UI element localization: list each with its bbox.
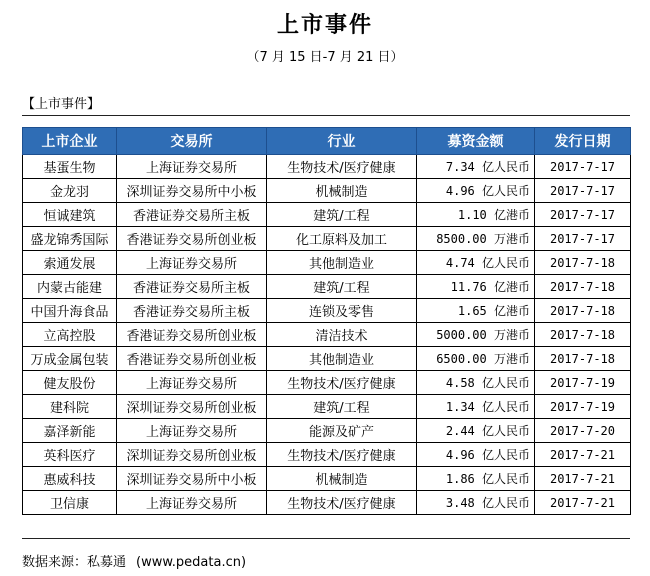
cell-date: 2017-7-18 — [535, 323, 631, 347]
cell-company: 基蛋生物 — [23, 155, 117, 179]
table-header-row — [23, 128, 631, 155]
column-header-amount: 募资金额 — [417, 128, 535, 155]
cell-company: 盛龙锦秀国际 — [23, 227, 117, 251]
cell-date: 2017-7-21 — [535, 443, 631, 467]
cell-industry: 生物技术/医疗健康 — [267, 155, 417, 179]
data-source-label: 数据来源：私募通 — [22, 555, 127, 570]
cell-company: 万成金属包装 — [23, 347, 117, 371]
cell-company: 惠威科技 — [23, 467, 117, 491]
cell-amount: 1.86 亿人民币 — [417, 467, 535, 491]
cell-exchange: 上海证券交易所 — [117, 251, 267, 275]
column-header-exchange: 交易所 — [117, 128, 267, 155]
cell-company: 英科医疗 — [23, 443, 117, 467]
cell-date: 2017-7-21 — [535, 491, 631, 515]
cell-date: 2017-7-20 — [535, 419, 631, 443]
cell-industry: 连锁及零售 — [267, 299, 417, 323]
cell-exchange: 香港证券交易所创业板 — [117, 323, 267, 347]
cell-industry: 其他制造业 — [267, 251, 417, 275]
data-source-footer — [22, 551, 246, 570]
cell-exchange: 深圳证券交易所中小板 — [117, 467, 267, 491]
page-title: 上市事件 — [276, 13, 373, 38]
cell-amount: 1.34 亿人民币 — [417, 395, 535, 419]
cell-industry: 生物技术/医疗健康 — [267, 491, 417, 515]
cell-amount: 11.76 亿港币 — [417, 275, 535, 299]
table-row — [23, 155, 631, 179]
cell-amount: 2.44 亿人民币 — [417, 419, 535, 443]
table-row — [23, 275, 631, 299]
cell-date: 2017-7-18 — [535, 251, 631, 275]
cell-amount: 1.65 亿港币 — [417, 299, 535, 323]
cell-amount: 4.74 亿人民币 — [417, 251, 535, 275]
bottom-divider — [22, 538, 630, 539]
cell-amount: 8500.00 万港币 — [417, 227, 535, 251]
table-row — [23, 227, 631, 251]
listing-events-table — [22, 127, 631, 515]
table-row — [23, 467, 631, 491]
column-header-company: 上市企业 — [23, 128, 117, 155]
cell-industry: 生物技术/医疗健康 — [267, 371, 417, 395]
cell-company: 内蒙古能建 — [23, 275, 117, 299]
cell-date: 2017-7-17 — [535, 227, 631, 251]
cell-date: 2017-7-19 — [535, 395, 631, 419]
cell-company: 索通发展 — [23, 251, 117, 275]
cell-date: 2017-7-18 — [535, 275, 631, 299]
cell-exchange: 上海证券交易所 — [117, 371, 267, 395]
cell-industry: 能源及矿产 — [267, 419, 417, 443]
cell-company: 立高控股 — [23, 323, 117, 347]
cell-industry: 机械制造 — [267, 467, 417, 491]
cell-exchange: 深圳证券交易所创业板 — [117, 443, 267, 467]
cell-date: 2017-7-17 — [535, 179, 631, 203]
cell-company: 建科院 — [23, 395, 117, 419]
cell-exchange: 上海证券交易所 — [117, 419, 267, 443]
cell-exchange: 上海证券交易所 — [117, 491, 267, 515]
cell-company: 金龙羽 — [23, 179, 117, 203]
cell-amount: 1.10 亿港币 — [417, 203, 535, 227]
cell-amount: 5000.00 万港币 — [417, 323, 535, 347]
cell-exchange: 香港证券交易所创业板 — [117, 227, 267, 251]
cell-exchange: 香港证券交易所主板 — [117, 299, 267, 323]
cell-industry: 其他制造业 — [267, 347, 417, 371]
table-row — [23, 395, 631, 419]
cell-amount: 4.96 亿人民币 — [417, 443, 535, 467]
cell-industry: 机械制造 — [267, 179, 417, 203]
data-source-url: (www.pedata.cn) — [136, 555, 247, 570]
table-row — [23, 323, 631, 347]
cell-industry: 建筑/工程 — [267, 395, 417, 419]
date-range-subtitle: （7 月 15 日-7 月 21 日） — [246, 50, 404, 65]
cell-industry: 清洁技术 — [267, 323, 417, 347]
cell-exchange: 深圳证券交易所中小板 — [117, 179, 267, 203]
cell-industry: 生物技术/医疗健康 — [267, 443, 417, 467]
table-row — [23, 179, 631, 203]
table-row — [23, 443, 631, 467]
column-header-date: 发行日期 — [535, 128, 631, 155]
cell-amount: 6500.00 万港币 — [417, 347, 535, 371]
section-label: 【上市事件】 — [22, 97, 101, 112]
cell-amount: 4.96 亿人民币 — [417, 179, 535, 203]
table-row — [23, 347, 631, 371]
table-row — [23, 203, 631, 227]
cell-amount: 4.58 亿人民币 — [417, 371, 535, 395]
cell-date: 2017-7-21 — [535, 467, 631, 491]
cell-industry: 化工原料及加工 — [267, 227, 417, 251]
cell-company: 中国升海食品 — [23, 299, 117, 323]
top-divider — [22, 115, 630, 116]
cell-amount: 3.48 亿人民币 — [417, 491, 535, 515]
cell-exchange: 香港证券交易所创业板 — [117, 347, 267, 371]
cell-company: 嘉泽新能 — [23, 419, 117, 443]
table-row — [23, 371, 631, 395]
cell-company: 健友股份 — [23, 371, 117, 395]
cell-date: 2017-7-17 — [535, 203, 631, 227]
cell-company: 卫信康 — [23, 491, 117, 515]
cell-industry: 建筑/工程 — [267, 275, 417, 299]
table-row — [23, 491, 631, 515]
table-row — [23, 251, 631, 275]
cell-exchange: 深圳证券交易所创业板 — [117, 395, 267, 419]
cell-date: 2017-7-19 — [535, 371, 631, 395]
cell-date: 2017-7-17 — [535, 155, 631, 179]
table-row — [23, 299, 631, 323]
cell-exchange: 香港证券交易所主板 — [117, 203, 267, 227]
cell-amount: 7.34 亿人民币 — [417, 155, 535, 179]
cell-date: 2017-7-18 — [535, 299, 631, 323]
table-body — [23, 155, 631, 515]
column-header-industry: 行业 — [267, 128, 417, 155]
cell-exchange: 香港证券交易所主板 — [117, 275, 267, 299]
cell-exchange: 上海证券交易所 — [117, 155, 267, 179]
cell-industry: 建筑/工程 — [267, 203, 417, 227]
cell-company: 恒诚建筑 — [23, 203, 117, 227]
cell-date: 2017-7-18 — [535, 347, 631, 371]
table-row — [23, 419, 631, 443]
